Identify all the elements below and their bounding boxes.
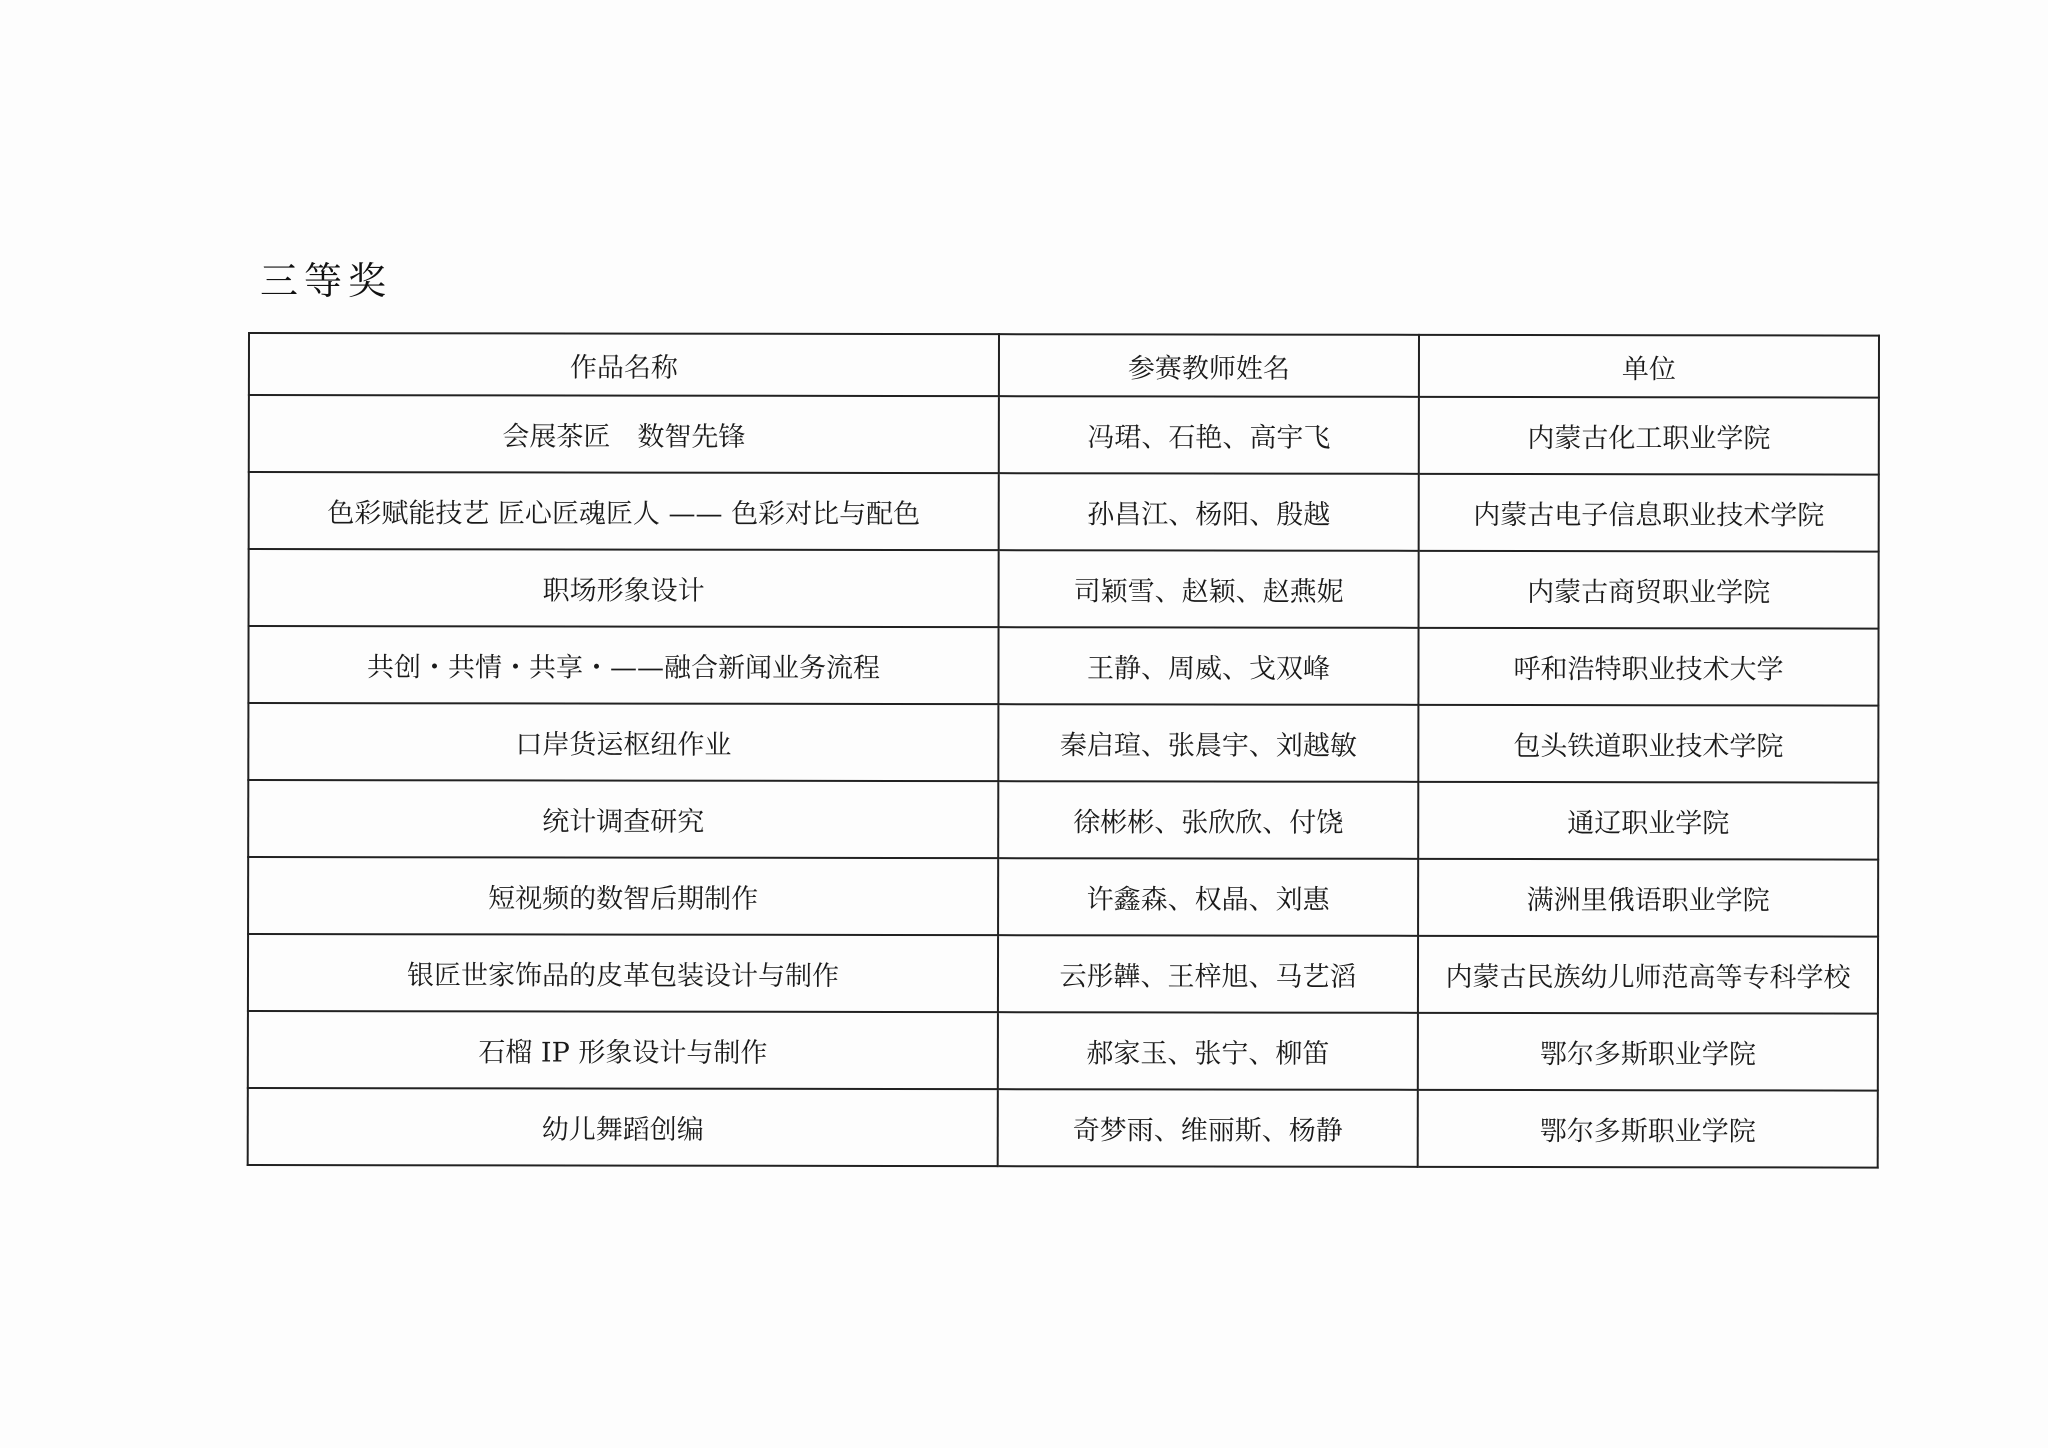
cell-teacher-names: 孙昌江、杨阳、殷越 xyxy=(999,473,1419,551)
table-row xyxy=(248,626,1878,706)
table-row xyxy=(248,1088,1878,1168)
cell-work-title: 幼儿舞蹈创编 xyxy=(248,1088,998,1166)
table-row xyxy=(249,395,1879,475)
cell-unit: 呼和浩特职业技术大学 xyxy=(1418,628,1878,706)
table-row xyxy=(248,934,1878,1014)
cell-teacher-names: 云彤韡、王梓旭、马艺滔 xyxy=(998,935,1418,1013)
cell-teacher-names: 奇梦雨、维丽斯、杨静 xyxy=(998,1089,1418,1167)
awards-table xyxy=(247,332,1880,1169)
cell-teacher-names: 郝家玉、张宁、柳笛 xyxy=(998,1012,1418,1090)
header-teacher-names: 参赛教师姓名 xyxy=(999,334,1419,397)
table-row xyxy=(248,1011,1878,1091)
cell-work-title: 会展茶匠 数智先锋 xyxy=(249,395,999,473)
cell-unit: 包头铁道职业技术学院 xyxy=(1418,705,1878,783)
cell-teacher-names: 冯珺、石艳、高宇飞 xyxy=(999,396,1419,474)
cell-teacher-names: 王静、周威、戈双峰 xyxy=(998,627,1418,705)
cell-teacher-names: 徐彬彬、张欣欣、付饶 xyxy=(998,781,1418,859)
table-row xyxy=(248,703,1878,783)
table-row xyxy=(248,780,1878,860)
cell-work-title: 石榴 IP 形象设计与制作 xyxy=(248,1011,998,1089)
cell-teacher-names: 秦启瑄、张晨宇、刘越敏 xyxy=(998,704,1418,782)
cell-unit: 内蒙古化工职业学院 xyxy=(1419,397,1879,475)
cell-unit: 鄂尔多斯职业学院 xyxy=(1418,1013,1878,1091)
table-header-row xyxy=(249,333,1879,398)
table-row xyxy=(248,857,1878,937)
cell-work-title: 口岸货运枢纽作业 xyxy=(248,703,998,781)
cell-unit: 内蒙古电子信息职业技术学院 xyxy=(1419,474,1879,552)
section-title: 三等奖 xyxy=(260,259,393,303)
cell-work-title: 职场形象设计 xyxy=(249,549,999,627)
cell-unit: 内蒙古商贸职业学院 xyxy=(1419,551,1879,629)
cell-unit: 满洲里俄语职业学院 xyxy=(1418,859,1878,937)
table-row xyxy=(249,472,1879,552)
cell-work-title: 色彩赋能技艺 匠心匠魂匠人 —— 色彩对比与配色 xyxy=(249,472,999,550)
cell-teacher-names: 许鑫森、权晶、刘惠 xyxy=(998,858,1418,936)
cell-unit: 通辽职业学院 xyxy=(1418,782,1878,860)
cell-work-title: 共创・共情・共享・——融合新闻业务流程 xyxy=(248,626,998,704)
cell-unit: 内蒙古民族幼儿师范高等专科学校 xyxy=(1418,936,1878,1014)
cell-teacher-names: 司颖雪、赵颖、赵燕妮 xyxy=(999,550,1419,628)
cell-unit: 鄂尔多斯职业学院 xyxy=(1418,1090,1878,1168)
table-row xyxy=(249,549,1879,629)
cell-work-title: 统计调查研究 xyxy=(248,780,998,858)
cell-work-title: 银匠世家饰品的皮革包装设计与制作 xyxy=(248,934,998,1012)
header-work-title: 作品名称 xyxy=(249,333,999,396)
header-unit: 单位 xyxy=(1419,335,1879,398)
cell-work-title: 短视频的数智后期制作 xyxy=(248,857,998,935)
